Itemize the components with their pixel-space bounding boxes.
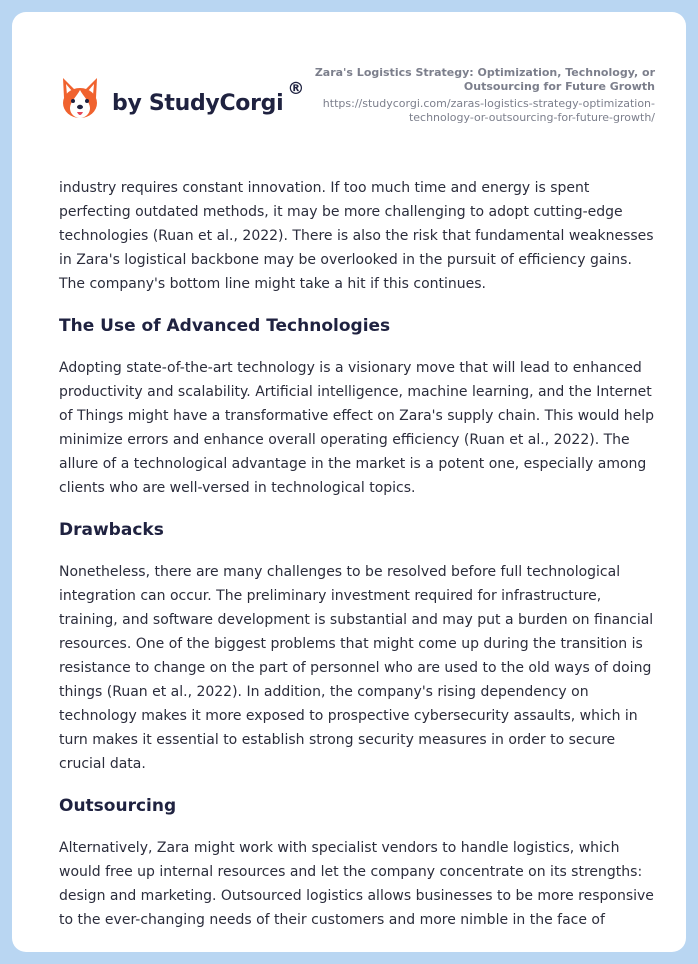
- section-paragraph-advanced-technologies: Adopting state-of-the-art technology is a visionary move that will lead to enhanced productivity and scalability. Artificial intelligence, machine learning, and the Internet of Things might have a transformative effect on Zara's supply chain. This would help minimize errors and enhance overall operating efficiency (Ruan et al., 2022). The allure of a technological advantage in the market is a potent one, especially among clients who are well-versed in technological topics.: [59, 360, 655, 496]
- registered-mark: ®: [287, 79, 305, 99]
- section-heading-outsourcing: Outsourcing: [59, 796, 177, 816]
- document-title: Zara's Logistics Strategy: Optimization, Technology, or Outsourcing for Future Growth: [314, 66, 655, 93]
- section-paragraph-outsourcing: Alternatively, Zara might work with specialist vendors to handle logistics, which would free up internal resources and let the company concentrate on its strengths: design and marketing. Outsourced logistics allows businesses to be more responsive to the ever-changing needs of their customers and more nimble in the face of: [59, 840, 654, 928]
- studycorgi-logo[interactable]: [60, 76, 304, 122]
- section-paragraph-drawbacks: Nonetheless, there are many challenges to be resolved before full technological integration can occur. The preliminary investment required for infrastructure, training, and software development is substantial and may put a burden on financial resources. One of the biggest problems that might come up during the transition is resistance to change on the part of personnel who are used to the old ways of doing things (Ruan et al., 2022). In addition, the company's rising dependency on technology makes it more exposed to prospective cybersecurity assaults, which in turn makes it essential to establish strong security measures in order to secure crucial data.: [59, 564, 654, 772]
- document-url[interactable]: https://studycorgi.com/zaras-logistics-strategy-optimization-technology-or-outsourcing-for-future-growth/: [322, 97, 655, 124]
- document-page: [12, 12, 686, 952]
- corgi-icon: [60, 76, 100, 122]
- intro-paragraph: industry requires constant innovation. If too much time and energy is spent perfecting outdated methods, it may be more challenging to adopt cutting-edge technologies (Ruan et al., 2022). There is also the risk that fundamental weaknesses in Zara's logistical backbone may be overlooked in the pursuit of efficiency gains. The company's bottom line might take a hit if this continues.: [59, 180, 654, 292]
- section-heading-drawbacks: Drawbacks: [59, 520, 164, 540]
- document-info: [305, 66, 655, 125]
- brand-name: by StudyCorgi: [112, 90, 284, 116]
- section-heading-advanced-technologies: The Use of Advanced Technologies: [59, 316, 391, 336]
- article-body: [59, 176, 657, 932]
